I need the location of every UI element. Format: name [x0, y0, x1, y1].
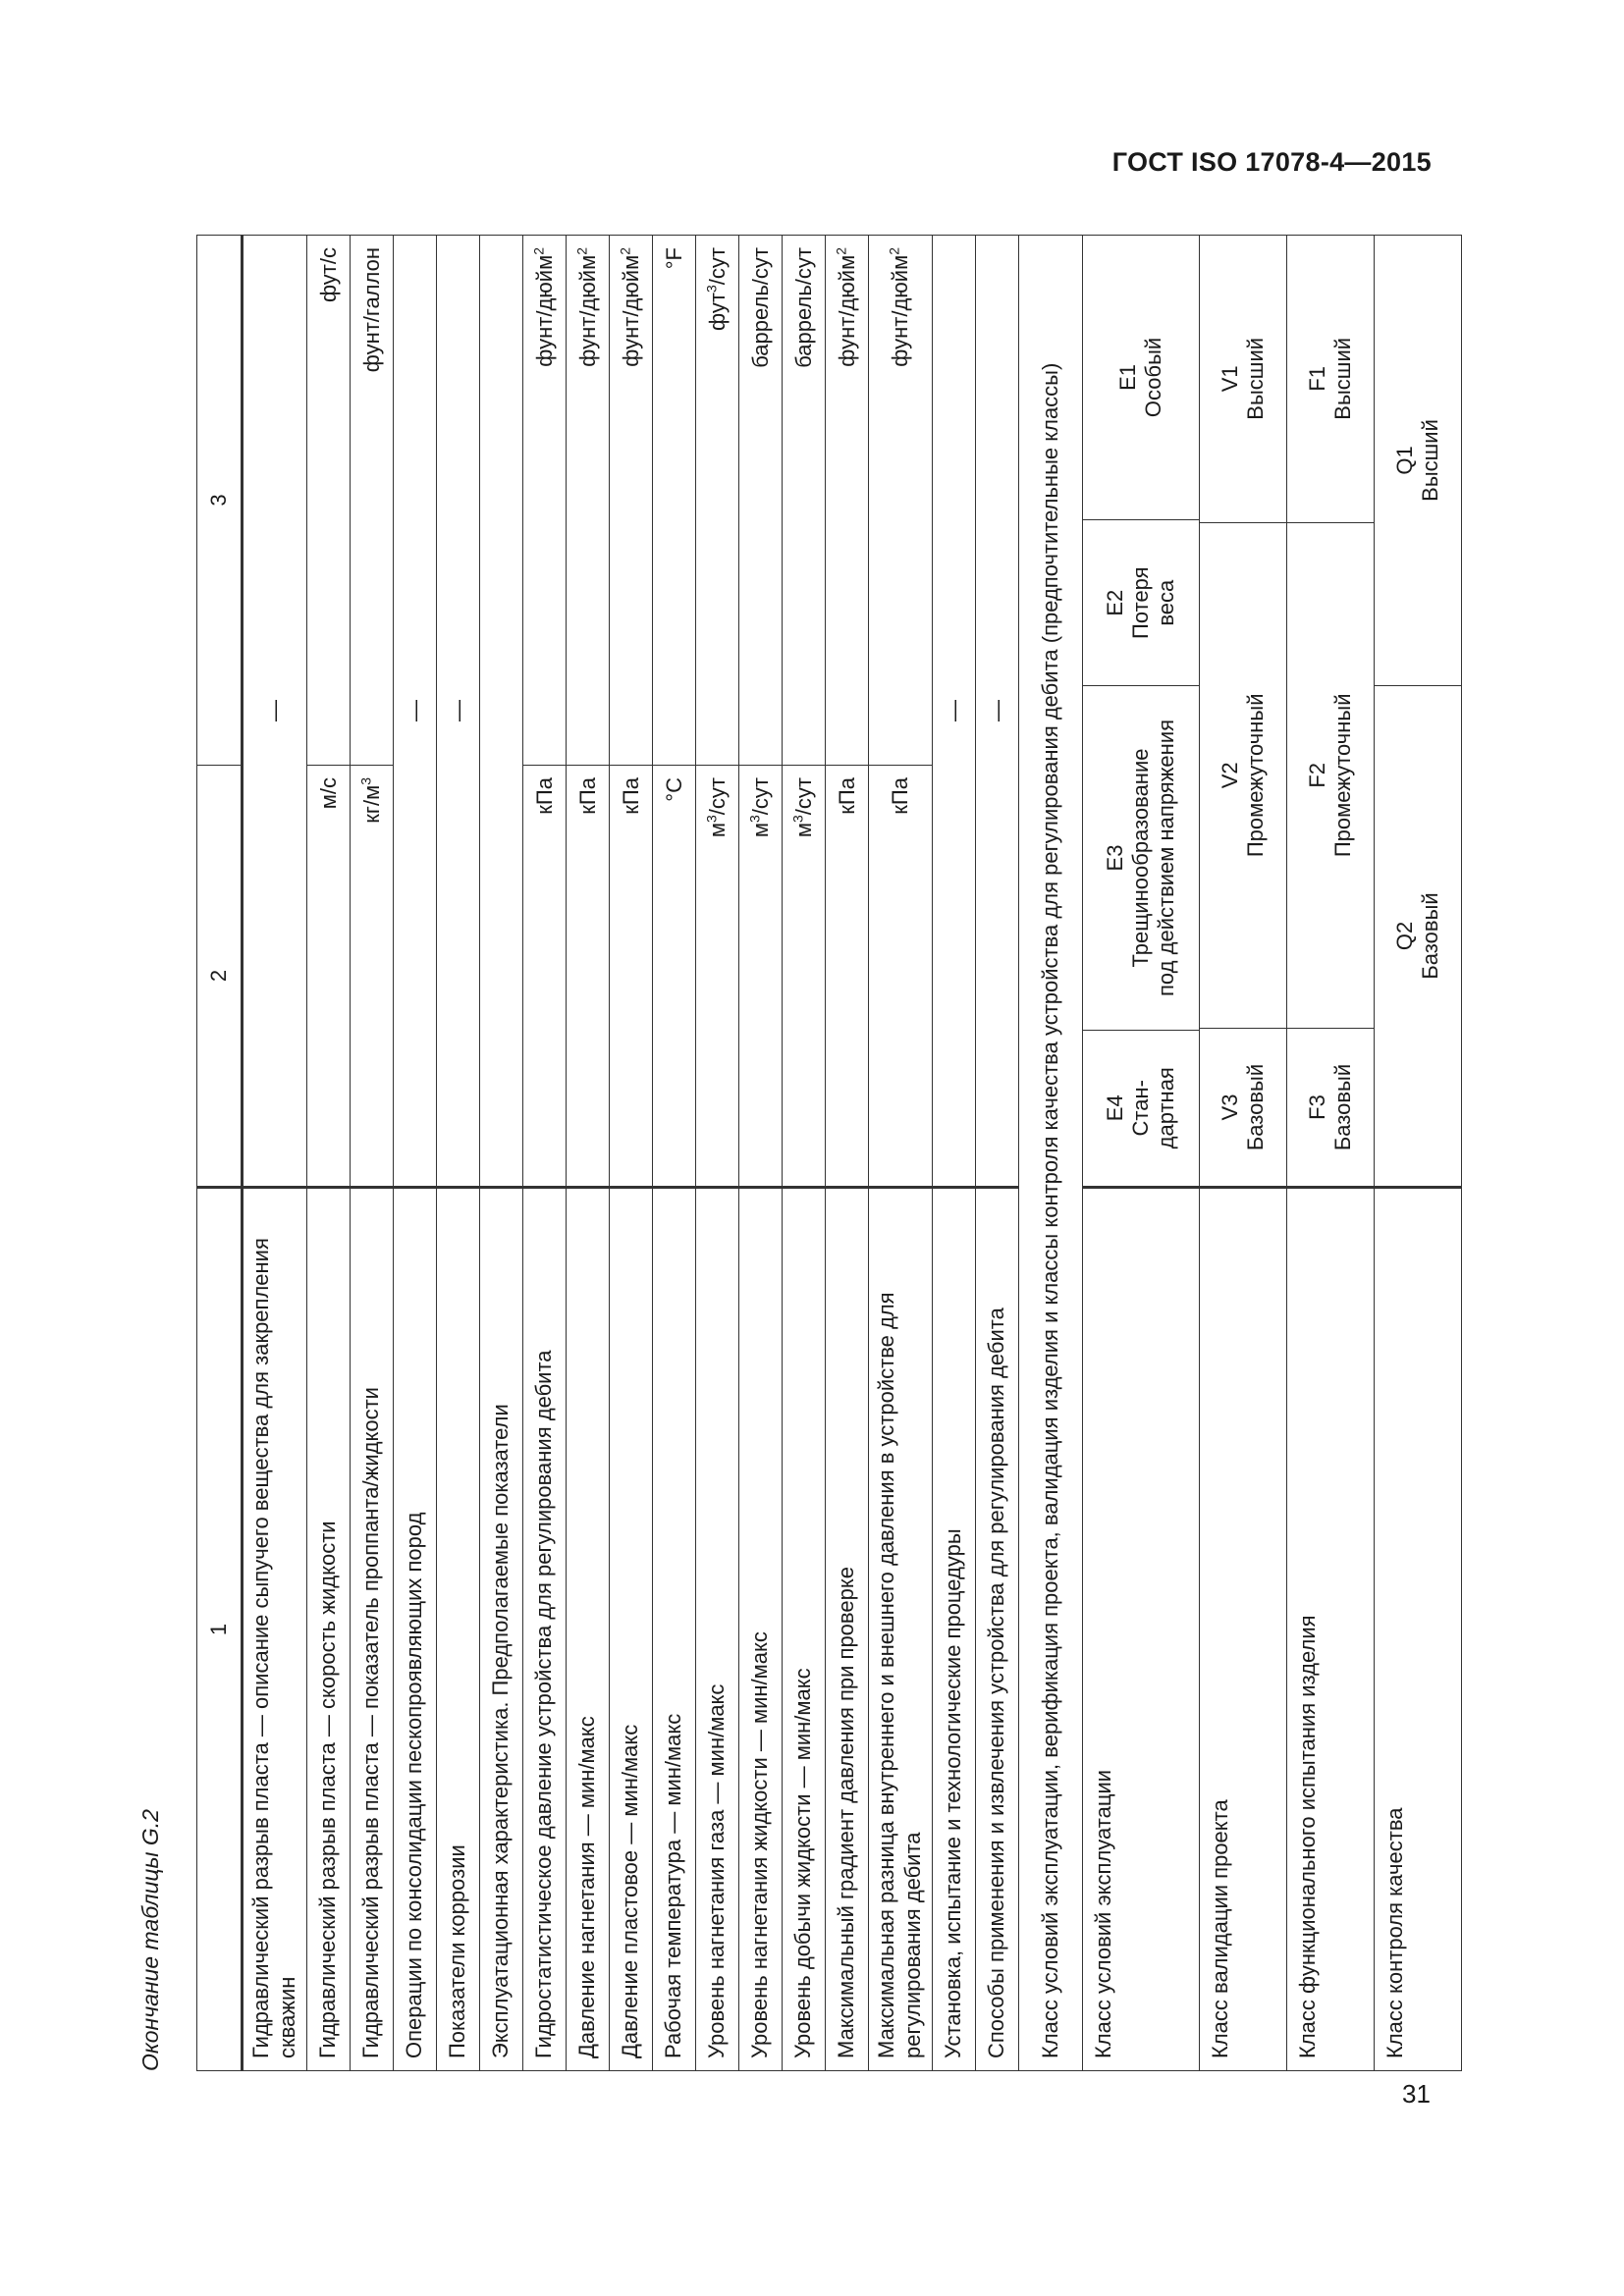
dash-cell: —: [243, 236, 307, 1188]
us-unit-cell: [610, 236, 653, 766]
class-value: V1 Высший: [1200, 236, 1286, 522]
si-unit-cell: [567, 766, 610, 1188]
rotated-table-area: [137, 236, 1442, 2071]
table-row: [307, 236, 351, 2071]
class-row: [1083, 236, 1200, 2071]
unit-text: баррель/сут: [790, 247, 816, 368]
table-row: [933, 236, 976, 2071]
class-values-cell: [1200, 236, 1287, 1188]
parameter-cell: Давление нагнетания — мин/макс: [567, 1188, 610, 2071]
class-subtable: [1083, 236, 1199, 1186]
parameter-cell: Уровень нагнетания жидкости — мин/макс: [739, 1188, 783, 2071]
parameter-cell: Гидравлический разрыв пласта — показатель проппанта/жидкости: [351, 1188, 394, 2071]
unit-superscript: 3: [703, 815, 720, 823]
class-value: F3 Базовый: [1305, 1063, 1355, 1151]
unit-superscript: 2: [833, 247, 849, 255]
us-unit-cell: [826, 236, 869, 766]
class-label-cell: Класс функционального испытания изделия: [1287, 1188, 1375, 2071]
unit-superscript: 2: [617, 247, 633, 255]
unit-superscript: 2: [530, 247, 547, 255]
unit-text: м: [790, 823, 816, 838]
unit-text: кПа: [834, 777, 859, 815]
table-row: [869, 236, 933, 2071]
table-caption: Окончание таблицы G.2: [137, 1809, 163, 2071]
us-unit-cell: [696, 236, 739, 766]
class-subrow: [1083, 236, 1199, 1186]
dash-cell: —: [394, 236, 437, 1188]
us-unit-cell: [307, 236, 351, 766]
unit-superscript: 2: [573, 247, 590, 255]
si-unit-cell: [653, 766, 696, 1188]
class-subrow: [1375, 236, 1461, 1186]
column-header-2: 2: [197, 766, 243, 1188]
unit-superscript: 2: [886, 247, 902, 255]
table-row: [1019, 236, 1083, 2071]
parameter-cell: Уровень нагнетания газа — мин/макс: [696, 1188, 739, 2071]
unit-suffix: /сут: [704, 777, 730, 816]
parameter-cell: Гидравлический разрыв пласта — описание сыпучего вещества для закрепления скважин: [243, 1188, 307, 2071]
dash-cell: —: [976, 236, 1019, 1188]
parameter-cell: Уровень добычи жидкости — мин/макс: [783, 1188, 826, 2071]
unit-text: м: [704, 823, 730, 838]
parameter-cell: Максимальная разница внутреннего и внешнего давления в устройстве для регулирования дебита: [869, 1188, 933, 2071]
parameter-cell: Гидравлический разрыв пласта — скорость жидкости: [307, 1188, 351, 2071]
class-values-cell: [1083, 236, 1200, 1188]
unit-text: кПа: [618, 777, 643, 815]
unit-text: кПа: [888, 777, 912, 815]
class-label-cell: Класс условий эксплуатации: [1083, 1188, 1200, 2071]
unit-text: °F: [661, 247, 686, 270]
column-header-1: 1: [197, 1188, 243, 2071]
dash-cell: —: [437, 236, 480, 1188]
unit-text: фунт/дюйм: [888, 254, 912, 367]
parameter-cell: Давление пластовое — мин/макс: [610, 1188, 653, 2071]
table-row: [351, 236, 394, 2071]
unit-text: кПа: [574, 777, 600, 815]
table-row: [610, 236, 653, 2071]
dash-cell: —: [933, 236, 976, 1188]
unit-text: кг/м: [358, 784, 384, 824]
unit-text: фут/с: [315, 247, 341, 303]
class-value: F1 Высший: [1287, 236, 1374, 522]
unit-text: баррель/сут: [747, 247, 773, 368]
unit-suffix: /сут: [747, 777, 773, 816]
unit-superscript: 3: [789, 815, 806, 823]
class-subtable: [1375, 236, 1461, 1186]
table-row: [480, 236, 523, 2071]
class-subrow: [1200, 236, 1286, 1186]
si-unit-cell: [307, 766, 351, 1188]
si-unit-cell: [869, 766, 933, 1188]
parameter-cell: Способы применения и извлечения устройства для регулирования дебита: [976, 1188, 1019, 2071]
header-row: [197, 236, 243, 2071]
column-header-3: 3: [197, 236, 243, 766]
table-row: [696, 236, 739, 2071]
page-number: 31: [1402, 2079, 1431, 2109]
unit-superscript: 3: [703, 285, 720, 293]
us-unit-cell: [653, 236, 696, 766]
table-row: [523, 236, 567, 2071]
document-header: ГОСТ ISO 17078-4—2015: [1111, 147, 1432, 177]
class-row: [1200, 236, 1287, 2071]
class-value: Q1 Высший: [1375, 236, 1461, 685]
class-value: V3 Базовый: [1218, 1063, 1268, 1151]
unit-text: фунт/дюйм: [834, 254, 859, 367]
unit-superscript: 3: [357, 777, 374, 785]
us-unit-cell: [523, 236, 567, 766]
class-row: [1375, 236, 1462, 2071]
si-unit-cell: [739, 766, 783, 1188]
class-row: [1287, 236, 1375, 2071]
parameter-cell: Эксплуатационная характеристика. Предполагаемые показатели: [480, 1188, 523, 2071]
us-unit-cell: [567, 236, 610, 766]
parameter-cell: Установка, испытание и технологические процедуры: [933, 1188, 976, 2071]
unit-text: кПа: [531, 777, 557, 815]
table-row: [653, 236, 696, 2071]
section-cell: Класс условий эксплуатации, верификация проекта, валидация изделия и классы контроля качества устройства для регулирования дебита (предпочтительные классы): [1019, 236, 1083, 2071]
class-value: E1 Особый: [1083, 236, 1199, 519]
class-subtable: [1287, 236, 1374, 1186]
parameter-cell: Показатели коррозии: [437, 1188, 480, 2071]
unit-text: фут: [704, 293, 730, 331]
table-row: [976, 236, 1019, 2071]
class-values-cell: [1375, 236, 1462, 1188]
us-unit-cell: [739, 236, 783, 766]
class-value: E2 Потеря веса: [1083, 519, 1199, 686]
class-value: V2 Промежуточный: [1200, 522, 1286, 1028]
unit-text: м/с: [315, 777, 341, 810]
parameter-cell: Рабочая температура — мин/макс: [653, 1188, 696, 2071]
si-unit-cell: [826, 766, 869, 1188]
unit-text: м: [747, 823, 773, 838]
parameter-cell: Операции по консолидации пескопроявляющих пород: [394, 1188, 437, 2071]
unit-text: фунт/дюйм: [574, 254, 600, 367]
class-label-cell: Класс контроля качества: [1375, 1188, 1462, 2071]
class-subrow: [1287, 236, 1374, 1186]
si-unit-cell: [783, 766, 826, 1188]
si-unit-cell: [610, 766, 653, 1188]
class-values-cell: [1287, 236, 1375, 1188]
class-subtable: [1200, 236, 1286, 1186]
unit-suffix: /сут: [704, 247, 730, 286]
us-unit-cell: [783, 236, 826, 766]
table-row: [243, 236, 307, 2071]
si-unit-cell: [696, 766, 739, 1188]
unit-text: фунт/галлон: [358, 247, 384, 373]
class-value: Q2 Базовый: [1392, 892, 1442, 980]
unit-text: фунт/дюйм: [531, 254, 557, 367]
class-value: E4 Стан- дартная: [1103, 1067, 1178, 1149]
us-unit-cell: [351, 236, 394, 766]
si-unit-cell: [351, 766, 394, 1188]
unit-superscript: 3: [746, 815, 763, 823]
specification-table: [196, 235, 1462, 2071]
table-row: [739, 236, 783, 2071]
table-row: [826, 236, 869, 2071]
table-row: [567, 236, 610, 2071]
si-unit-cell: [523, 766, 567, 1188]
unit-text: °C: [661, 777, 686, 802]
class-label-cell: Класс валидации проекта: [1200, 1188, 1287, 2071]
empty-cell: [480, 236, 523, 1188]
class-value: F2 Промежуточный: [1287, 522, 1374, 1028]
table-row: [394, 236, 437, 2071]
us-unit-cell: [869, 236, 933, 766]
table-row: [783, 236, 826, 2071]
parameter-cell: Максимальный градиент давления при проверке: [826, 1188, 869, 2071]
unit-text: фунт/дюйм: [618, 254, 643, 367]
parameter-cell: Гидростатистическое давление устройства для регулирования дебита: [523, 1188, 567, 2071]
class-value: E3 Трещинообразование под действием напряжения: [1083, 686, 1199, 1030]
unit-suffix: /сут: [790, 777, 816, 816]
table-row: [437, 236, 480, 2071]
